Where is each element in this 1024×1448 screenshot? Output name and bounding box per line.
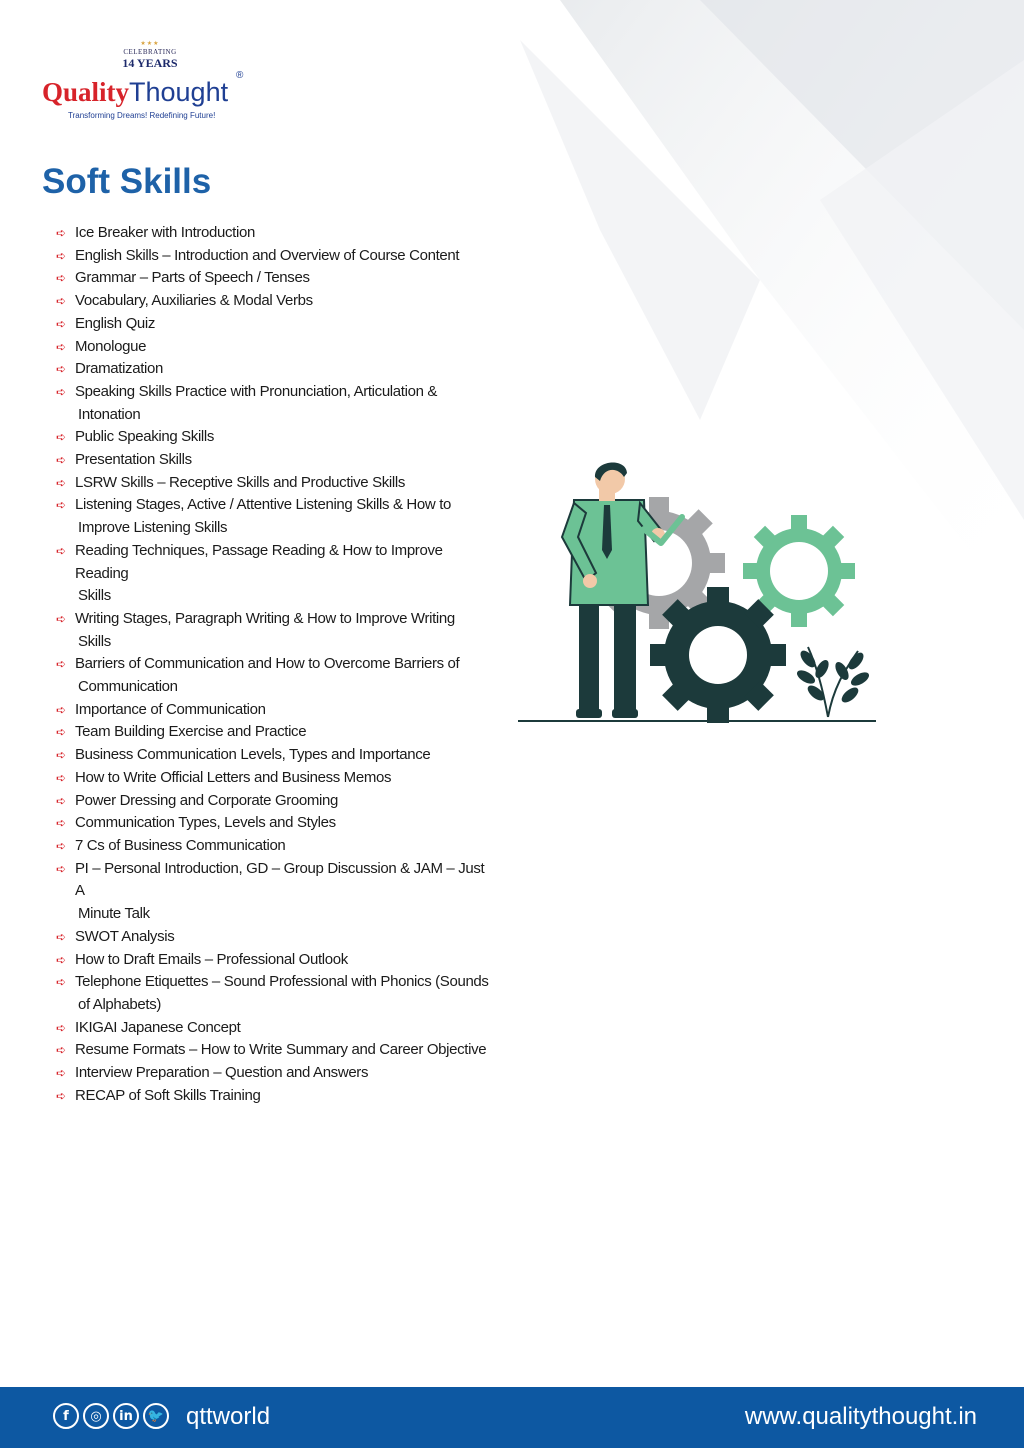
topic-item (56, 744, 496, 767)
arrow-icon: ➪ (56, 384, 66, 399)
topic-text: Ice Breaker with Introduction (75, 224, 255, 241)
gear-dark (650, 587, 786, 723)
arrow-icon: ➪ (56, 1020, 66, 1035)
topic-text: Minute Talk (78, 905, 150, 923)
topic-item (56, 971, 496, 994)
badge-main-text: 14 YEARS (122, 56, 178, 70)
topic-item (56, 540, 496, 585)
topic-text: Interview Preparation – Question and Answers (75, 1064, 369, 1082)
arrow-icon: ➪ (56, 929, 66, 944)
page-title: Soft Skills (42, 162, 212, 201)
topic-text: Communication Types, Levels and Styles (75, 814, 336, 832)
topic-text: SWOT Analysis (75, 927, 175, 945)
arrow-icon: ➪ (56, 1043, 66, 1058)
topic-item (56, 903, 496, 926)
website-link[interactable]: www.qualitythought.in (744, 1403, 977, 1430)
topic-text: Telephone Etiquettes – Sound Professional with Phonics (Sounds (75, 973, 489, 991)
facebook-icon[interactable]: f (53, 1403, 79, 1429)
topic-text: Vocabulary, Auxiliaries & Modal Verbs (75, 292, 313, 310)
topic-text: Business Communication Levels, Types and Importance (75, 746, 431, 764)
logo-word-thought: Thought (129, 77, 229, 107)
topic-item (56, 994, 496, 1017)
topic-text: Presentation Skills (75, 451, 192, 469)
arrow-icon: ➪ (56, 702, 66, 717)
topic-item (56, 949, 496, 972)
topic-text: RECAP of Soft Skills Training (75, 1086, 261, 1104)
topic-item (56, 1017, 496, 1040)
topic-item (56, 1039, 496, 1062)
topic-text: Skills (78, 632, 111, 650)
topic-text: Listening Stages, Active / Attentive Listening Skills & How to (75, 496, 452, 514)
arrow-icon: ➪ (56, 271, 66, 286)
topic-item (56, 653, 496, 676)
arrow-icon: ➪ (56, 657, 66, 672)
tagline: Transforming Dreams! Redefining Future! (68, 111, 216, 120)
topic-item (56, 404, 496, 427)
arrow-icon: ➪ (56, 975, 66, 990)
topic-item (56, 336, 496, 359)
arrow-icon: ➪ (56, 498, 66, 513)
topic-text: Reading Techniques, Passage Reading & How to Improve Reading (75, 541, 443, 582)
arrow-icon: ➪ (56, 793, 66, 808)
arrow-icon: ➪ (56, 294, 66, 309)
topic-text: Improve Listening Skills (78, 519, 228, 537)
arrow-icon: ➪ (56, 248, 66, 263)
topic-text: Barriers of Communication and How to Overcome Barriers of (75, 655, 460, 673)
topic-item (56, 676, 496, 699)
arrow-icon: ➪ (56, 543, 66, 558)
arrow-icon: ➪ (56, 316, 66, 331)
topic-text: of Alphabets) (78, 995, 162, 1013)
topic-text: Communication (78, 678, 178, 696)
topic-text: Skills (78, 587, 111, 605)
topic-item (56, 721, 496, 744)
topic-item (56, 926, 496, 949)
arrow-icon: ➪ (56, 1088, 66, 1103)
topic-text: Writing Stages, Paragraph Writing & How to Improve Writing (75, 609, 455, 627)
topic-text: English Skills – Introduction and Overview of Course Content (75, 246, 460, 264)
topic-item (56, 313, 496, 336)
company-logo (42, 76, 228, 108)
topic-item (56, 631, 496, 654)
topic-text: Dramatization (75, 360, 163, 378)
footer-bar (0, 1387, 1024, 1448)
stars-icon: ★★★ (140, 41, 160, 47)
topic-item (56, 245, 496, 268)
arrow-icon: ➪ (56, 838, 66, 853)
topic-item (56, 767, 496, 790)
arrow-icon: ➪ (56, 861, 66, 876)
twitter-icon[interactable]: 🐦 (143, 1403, 169, 1429)
arrow-icon: ➪ (56, 725, 66, 740)
topic-text: Power Dressing and Corporate Grooming (75, 791, 339, 809)
topic-list (56, 222, 496, 1107)
logo-word-quality: Quality (42, 77, 130, 107)
topic-text: PI – Personal Introduction, GD – Group Discussion & JAM – Just A (75, 859, 485, 900)
linkedin-icon[interactable]: in (113, 1403, 139, 1429)
plant (808, 647, 858, 717)
topic-item (56, 222, 496, 245)
topic-item (56, 790, 496, 813)
topic-text: LSRW Skills – Receptive Skills and Productive Skills (75, 473, 405, 491)
topic-text: Monologue (75, 337, 147, 355)
anniversary-badge (106, 40, 194, 74)
brand-header (40, 40, 260, 130)
topic-item (56, 608, 496, 631)
topic-item (56, 1062, 496, 1085)
topic-text: Intonation (78, 405, 141, 423)
topic-item (56, 426, 496, 449)
topic-item (56, 381, 496, 404)
badge-top-text: CELEBRATING (123, 48, 177, 56)
topic-text: IKIGAI Japanese Concept (75, 1018, 241, 1036)
topic-item (56, 812, 496, 835)
arrow-icon: ➪ (56, 226, 66, 240)
arrow-icon: ➪ (56, 816, 66, 831)
arrow-icon: ➪ (56, 952, 66, 967)
topic-text: How to Draft Emails – Professional Outlook (75, 950, 348, 968)
arrow-icon: ➪ (56, 770, 66, 785)
arrow-icon: ➪ (56, 748, 66, 763)
topic-text: English Quiz (75, 314, 156, 332)
arrow-icon: ➪ (56, 339, 66, 354)
instagram-icon[interactable]: ◎ (83, 1403, 109, 1429)
topic-item (56, 494, 496, 517)
topic-item (56, 517, 496, 540)
social-handle[interactable]: qttworld (186, 1403, 271, 1430)
topic-item (56, 472, 496, 495)
arrow-icon: ➪ (56, 453, 66, 468)
registered-mark: ® (236, 70, 244, 81)
arrow-icon: ➪ (56, 475, 66, 490)
topic-item (56, 585, 496, 608)
topic-text: Grammar – Parts of Speech / Tenses (75, 269, 310, 287)
topic-item (56, 858, 496, 903)
topic-text: Public Speaking Skills (75, 428, 215, 446)
topic-item (56, 267, 496, 290)
topic-text: Importance of Communication (75, 700, 266, 718)
topic-text: Team Building Exercise and Practice (75, 723, 307, 741)
topic-text: Speaking Skills Practice with Pronunciation, Articulation & (75, 382, 438, 400)
topic-item (56, 699, 496, 722)
arrow-icon: ➪ (56, 430, 66, 445)
topic-item (56, 449, 496, 472)
social-icons (53, 1403, 169, 1429)
topic-text: Resume Formats – How to Write Summary and Career Objective (75, 1041, 487, 1059)
person-with-gears-illustration (516, 455, 878, 725)
topic-item (56, 290, 496, 313)
topic-item (56, 835, 496, 858)
topic-text: 7 Cs of Business Communication (75, 836, 286, 854)
arrow-icon: ➪ (56, 362, 66, 377)
arrow-icon: ➪ (56, 611, 66, 626)
topic-item (56, 358, 496, 381)
topic-item (56, 1085, 496, 1108)
topic-text: How to Write Official Letters and Business Memos (75, 768, 392, 786)
arrow-icon: ➪ (56, 1066, 66, 1081)
